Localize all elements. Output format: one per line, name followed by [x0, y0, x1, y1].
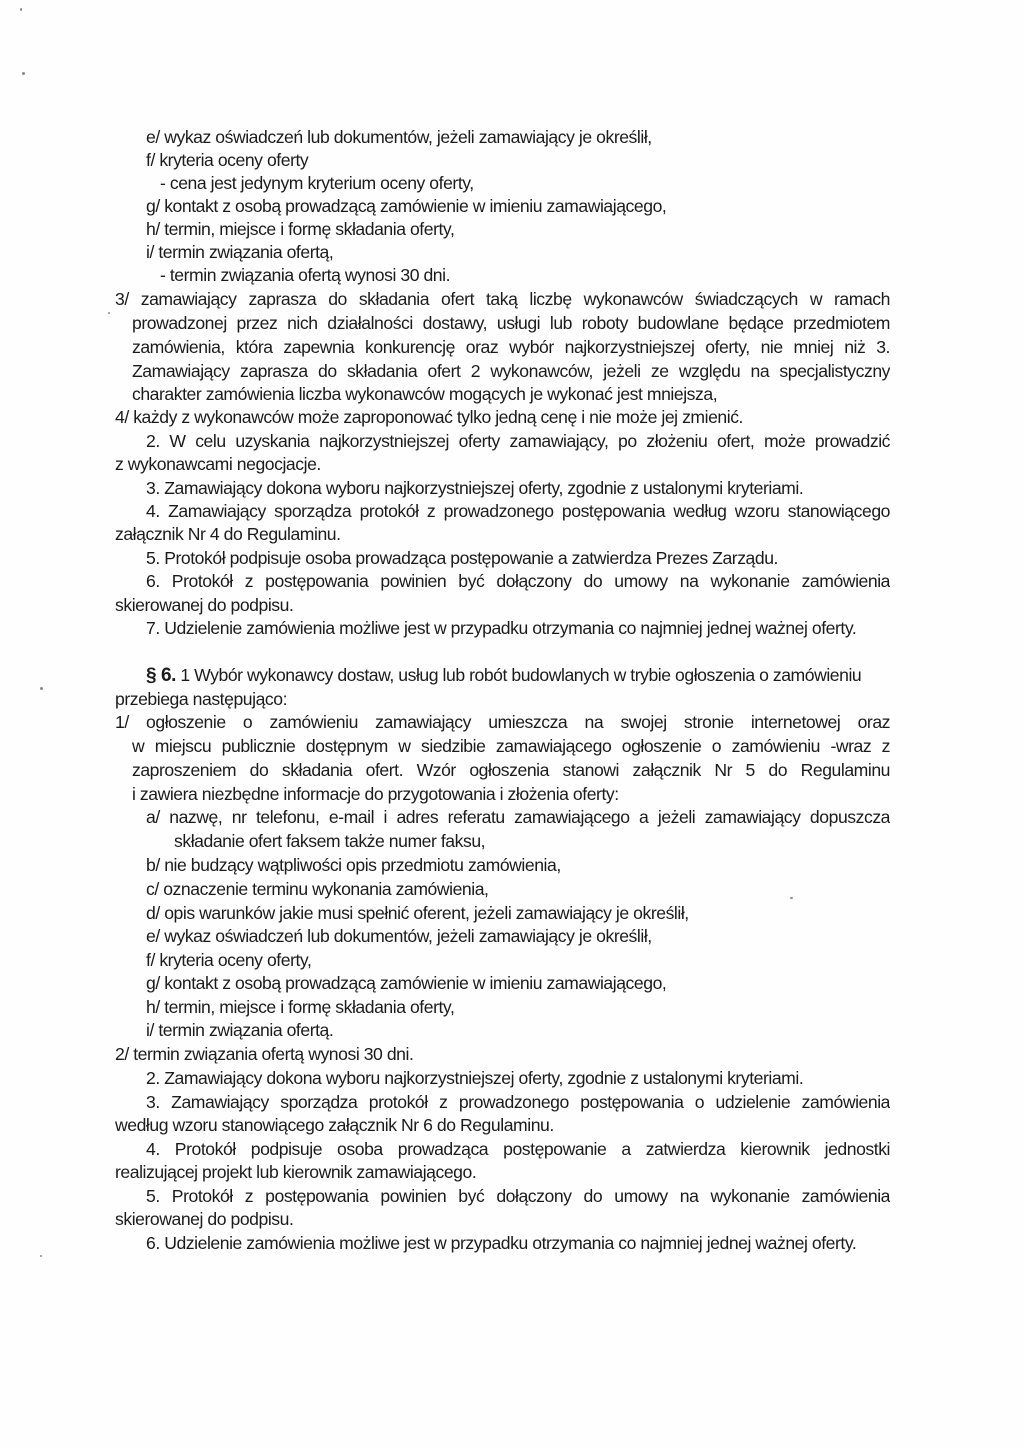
text-line: i zawiera niezbędne informacje do przygotowania i złożenia oferty:	[132, 784, 619, 804]
text-line: f/ kryteria oceny oferty	[146, 150, 309, 170]
text-line: 1/ ogłoszenie o zamówieniu zamawiający umieszcza na swojej stronie internetowej oraz	[115, 712, 890, 732]
text-line: prowadzonej przez nich działalności dostawy, usługi lub roboty budowlane będące przedmiotem	[132, 313, 890, 333]
scan-speck	[20, 8, 22, 11]
text-line: w miejscu publicznie dostępnym w siedzibie zamawiającego ogłoszenie o zamówieniu -wraz z	[132, 736, 890, 756]
text-line: 5. Protokół podpisuje osoba prowadząca postępowanie a zatwierdza Prezes Zarządu.	[146, 548, 778, 568]
text-line: 6. Protokół z postępowania powinien być dołączony do umowy na wykonanie zamówienia	[146, 571, 890, 591]
section-heading-text: 1 Wybór wykonawcy dostaw, usług lub robót budowlanych w trybie ogłoszenia o zamówieniu	[180, 665, 862, 685]
text-line: Zamawiający zaprasza do składania ofert 2 wykonawców, jeżeli ze względu na specjalistyczny	[132, 361, 890, 381]
scan-speck	[108, 312, 110, 314]
text-line: z wykonawcami negocjacje.	[115, 454, 321, 474]
section-symbol: § 6.	[146, 665, 176, 686]
text-line: według wzoru stanowiącego załącznik Nr 6 do Regulaminu.	[115, 1115, 554, 1135]
text-line: 4. Protokół podpisuje osoba prowadząca postępowanie a zatwierdza kierownik jednostki	[146, 1139, 890, 1159]
text-line: 2. Zamawiający dokona wyboru najkorzystniejszej oferty, zgodnie z ustalonymi kryteriami.	[146, 1068, 804, 1088]
text-line: 5. Protokół z postępowania powinien być dołączony do umowy na wykonanie zamówienia	[146, 1186, 890, 1206]
scan-speck	[22, 72, 25, 75]
text-line: i/ termin związania ofertą,	[146, 242, 334, 262]
text-line: b/ nie budzący wątpliwości opis przedmiotu zamówienia,	[146, 855, 561, 875]
text-line: e/ wykaz oświadczeń lub dokumentów, jeżeli zamawiający je określił,	[146, 127, 652, 147]
text-line: realizującej projekt lub kierownik zamawiającego.	[115, 1162, 477, 1182]
scan-speck	[40, 1255, 42, 1257]
text-line: c/ oznaczenie terminu wykonania zamówienia,	[146, 879, 489, 899]
scan-speck	[40, 687, 43, 690]
text-line: g/ kontakt z osobą prowadzącą zamówienie w imieniu zamawiającego,	[146, 973, 667, 993]
text-line: skierowanej do podpisu.	[115, 595, 294, 615]
text-line: e/ wykaz oświadczeń lub dokumentów, jeżeli zamawiający je określił,	[146, 926, 652, 946]
text-line: h/ termin, miejsce i formę składania oferty,	[146, 997, 455, 1017]
text-line: 4. Zamawiający sporządza protokół z prowadzonego postępowania według wzoru stanowiącego	[146, 501, 890, 521]
text-line: g/ kontakt z osobą prowadzącą zamówienie w imieniu zamawiającego,	[146, 196, 667, 216]
text-line: 2/ termin związania ofertą wynosi 30 dni.	[115, 1044, 414, 1064]
text-line: skierowanej do podpisu.	[115, 1209, 294, 1229]
text-line: f/ kryteria oceny oferty,	[146, 950, 312, 970]
text-line: 4/ każdy z wykonawców może zaproponować tylko jedną cenę i nie może jej zmienić.	[115, 407, 743, 427]
text-line: 7. Udzielenie zamówienia możliwe jest w przypadku otrzymania co najmniej jednej ważnej oferty.	[146, 618, 857, 638]
text-line: załącznik Nr 4 do Regulaminu.	[115, 524, 341, 544]
text-line: przebiega następująco:	[115, 689, 288, 709]
text-line: - termin związania ofertą wynosi 30 dni.	[160, 265, 451, 285]
text-line: 2. W celu uzyskania najkorzystniejszej oferty zamawiający, po złożeniu ofert, może prowadzić	[146, 431, 890, 451]
text-line: zamówienia, która zapewnia konkurencję oraz wybór najkorzystniejszej oferty, nie mniej niż 3.	[132, 337, 890, 357]
text-line: 3. Zamawiający dokona wyboru najkorzystniejszej oferty, zgodnie z ustalonymi kryteriami.	[146, 478, 804, 498]
section-heading-line	[146, 664, 861, 687]
text-line: i/ termin związania ofertą.	[146, 1020, 334, 1040]
text-line: d/ opis warunków jakie musi spełnić oferent, jeżeli zamawiający je określił,	[146, 903, 689, 923]
text-line: h/ termin, miejsce i formę składania oferty,	[146, 219, 455, 239]
text-line: zaproszeniem do składania ofert. Wzór ogłoszenia stanowi załącznik Nr 5 do Regulaminu	[132, 760, 890, 780]
text-line: składanie ofert faksem także numer faksu,	[174, 831, 486, 851]
text-line: a/ nazwę, nr telefonu, e-mail i adres referatu zamawiającego a jeżeli zamawiający dopuszcza	[146, 807, 890, 827]
text-line: 3. Zamawiający sporządza protokół z prowadzonego postępowania o udzielenie zamówienia	[146, 1092, 890, 1112]
text-line: - cena jest jedynym kryterium oceny oferty,	[160, 173, 474, 193]
scan-speck	[790, 897, 793, 899]
text-line: 6. Udzielenie zamówienia możliwe jest w przypadku otrzymania co najmniej jednej ważnej oferty.	[146, 1233, 857, 1253]
text-line: charakter zamówienia liczba wykonawców mogących je wykonać jest mniejsza,	[132, 384, 718, 404]
text-line: 3/ zamawiający zaprasza do składania ofert taką liczbę wykonawców świadczących w ramach	[115, 289, 890, 309]
